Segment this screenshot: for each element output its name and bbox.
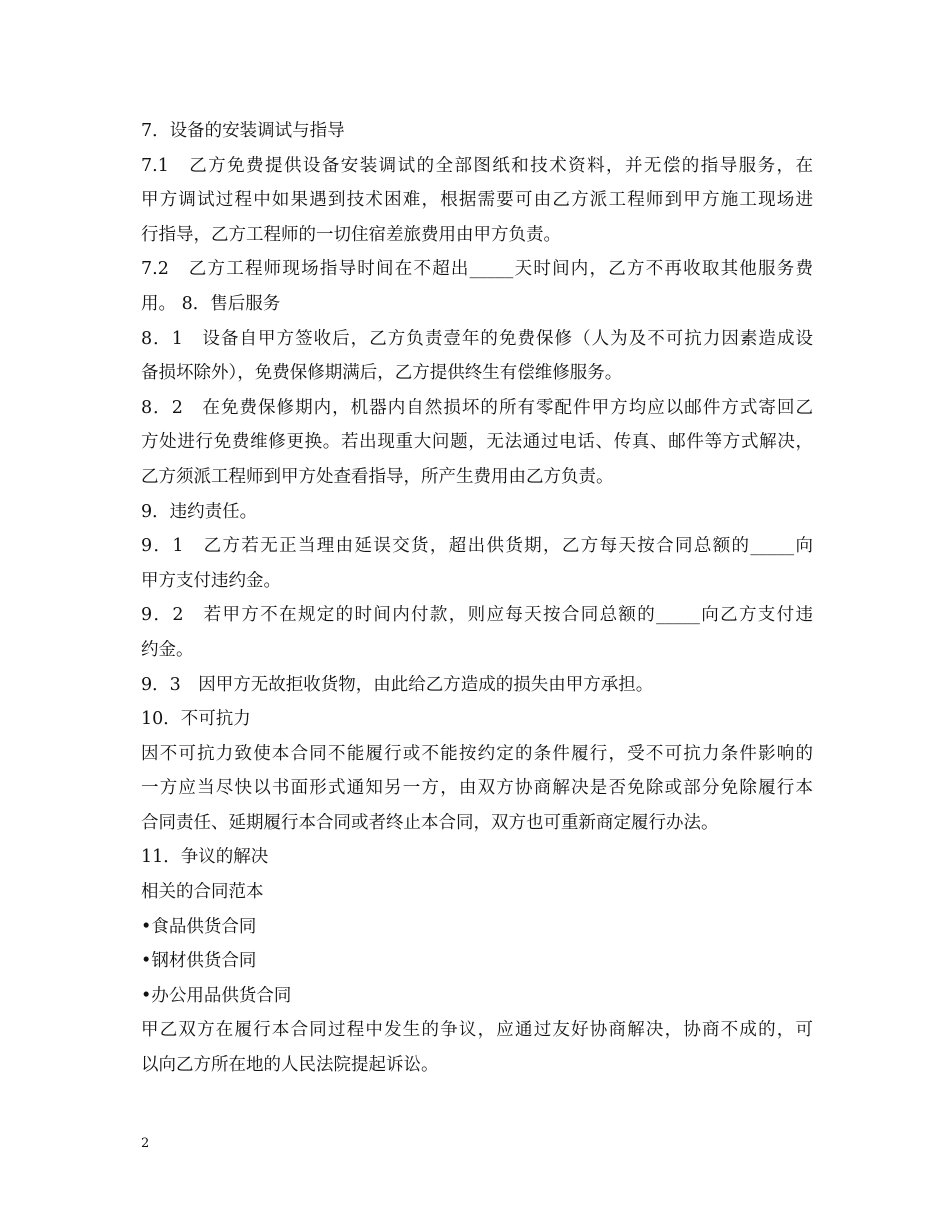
related-template-item: •办公用品供货合同: [141, 985, 292, 1006]
section-heading-7: 7．设备的安装调试与指导: [141, 121, 345, 141]
clause-7-1-line-3: 行指导，乙方工程师的一切住宿差旅费用由甲方负责。: [141, 224, 561, 245]
clause-10-line-2: 一方应当尽快以书面形式通知另一方，由双方协商解决是否免除或部分免除履行本: [141, 778, 813, 799]
clause-7-1-line-1: 7.1 乙方免费提供设备安装调试的全部图纸和技术资料，并无偿的指导服务，在: [141, 155, 813, 176]
clause-8-2-line-1: 8．2 在免费保修期内，机器内自然损坏的所有零配件甲方均应以邮件方式寄回乙: [141, 397, 813, 418]
clause-8-1-line-2: 备损坏除外），免费保修期满后，乙方提供终生有偿维修服务。: [141, 363, 623, 384]
section-heading-9: 9．违约责任。: [141, 501, 258, 522]
clause-8-2-line-3: 乙方须派工程师到甲方处查看指导，所产生费用由乙方负责。: [141, 466, 614, 487]
related-templates-heading: 相关的合同范本: [141, 882, 264, 903]
section-heading-11: 11．争议的解决: [141, 847, 269, 868]
section-heading-10: 10．不可抗力: [141, 709, 251, 730]
clause-7-2-line-1: 7.2 乙方工程师现场指导时间在不超出_____天时间内，乙方不再收取其他服务费: [141, 259, 813, 280]
clause-9-1-line-1: 9．1 乙方若无正当理由延误交货，超出供货期，乙方每天按合同总额的_____向: [141, 536, 813, 557]
clause-11-line-1: 甲乙双方在履行本合同过程中发生的争议，应通过友好协商解决，协商不成的，可: [141, 1020, 813, 1041]
related-template-item: •食品供货合同: [141, 916, 257, 937]
clause-8-1-line-1: 8．1 设备自甲方签收后，乙方负责壹年的免费保修（人为及不可抗力因素造成设: [141, 328, 813, 349]
clause-8-2-line-2: 方处进行免费维修更换。若出现重大问题，无法通过电话、传真、邮件等方式解决，: [141, 432, 813, 453]
clause-9-2-line-1: 9．2 若甲方不在规定的时间内付款，则应每天按合同总额的_____向乙方支付违: [141, 605, 813, 626]
document-body: [141, 114, 813, 1083]
clause-7-2-line-2-with-heading-8: 用。 8．售后服务: [141, 293, 281, 314]
clause-11-line-2: 以向乙方所在地的人民法院提起诉讼。: [141, 1055, 439, 1076]
clause-9-1-line-2: 甲方支付违约金。: [141, 570, 281, 591]
clause-10-line-1: 因不可抗力致使本合同不能履行或不能按约定的条件履行，受不可抗力条件影响的: [141, 743, 813, 764]
clause-9-2-line-2: 约金。: [141, 639, 194, 660]
clause-9-3: 9．3 因甲方无故拒收货物，由此给乙方造成的损失由甲方承担。: [141, 674, 654, 695]
clause-7-1-line-2: 甲方调试过程中如果遇到技术困难，根据需要可由乙方派工程师到甲方施工现场进: [141, 190, 813, 211]
related-template-item: •钢材供货合同: [141, 951, 257, 972]
page-number: 2: [141, 1136, 150, 1151]
clause-10-line-3: 合同责任、延期履行本合同或者终止本合同，双方也可重新商定履行办法。: [141, 812, 719, 833]
